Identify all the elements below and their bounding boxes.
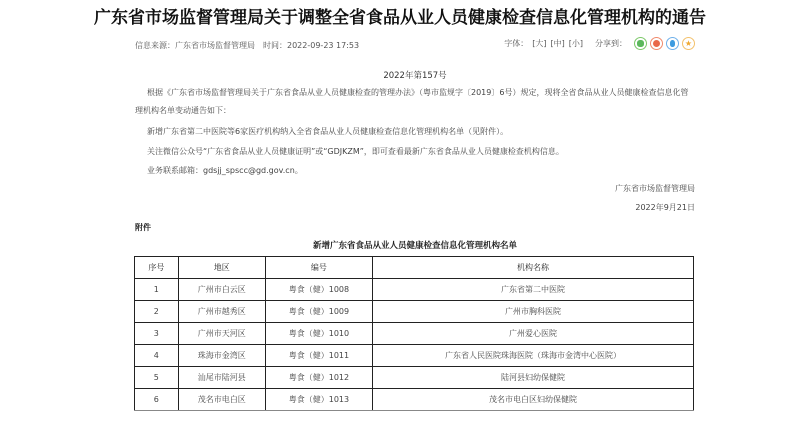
meta-tools [504,37,695,50]
cell-index: 2 [135,301,179,323]
cell-institution-name: 广东省第二中医院 [373,279,694,301]
cell-institution-name: 陆河县妇幼保健院 [373,367,694,389]
cell-code: 粤食（健）1012 [265,367,372,389]
cell-region: 珠海市金湾区 [178,345,265,367]
header-index: 序号 [135,257,179,279]
table-row [135,323,694,345]
cell-region: 广州市越秀区 [178,301,265,323]
cell-region: 广州市天河区 [178,323,265,345]
signature-date: 2022年9月21日 [635,203,695,212]
table-header-row [135,257,694,279]
qzone-icon: ★ [684,38,693,48]
paragraph-4-contact-email: 业务联系邮箱：gdsjj_spscc@gd.gov.cn。 [147,166,303,175]
time-value: 2022-09-23 17:53 [287,41,360,50]
qq-share-button[interactable] [666,37,679,50]
attachment-label: 附件 [135,223,151,232]
meta-info [135,40,359,51]
cell-code: 粤食（健）1009 [265,301,372,323]
cell-institution-name: 广东省人民医院珠海医院（珠海市金湾中心医院） [373,345,694,367]
cell-region: 广州市白云区 [178,279,265,301]
cell-index: 4 [135,345,179,367]
table-row [135,389,694,411]
document-number: 2022年第157号 [383,71,447,81]
institution-table [134,256,694,411]
share-label: 分享到： [595,39,627,48]
source-label: 信息来源： [135,41,175,50]
paragraph-3: 关注微信公众号“广东省食品从业人员健康证明”或“GDJKZM”，即可查看最新广东省食品从业人员健康检查机构信息。 [147,147,564,156]
cell-code: 粤食（健）1013 [265,389,372,411]
cell-index: 3 [135,323,179,345]
paragraph-1: 根据《广东省市场监督管理局关于广东省食品从业人员健康检查的管理办法》（粤市监规字〔2019〕6号）规定，现将全省食品从业人员健康检查信息化管理机构名单变动通告如下： [135,88,689,115]
table-title: 新增广东省食品从业人员健康检查信息化管理机构名单 [312,241,517,251]
cell-institution-name: 广州爱心医院 [373,323,694,345]
table-row [135,345,694,367]
signature-organization: 广东省市场监督管理局 [615,184,695,193]
table-row [135,367,694,389]
weibo-icon [653,40,660,47]
cell-index: 5 [135,367,179,389]
time-label: 时间： [263,41,287,50]
meta-bar [135,37,695,53]
wechat-share-button[interactable] [634,37,647,50]
cell-index: 1 [135,279,179,301]
source-value: 广东省市场监督管理局 [175,41,255,50]
cell-code: 粤食（健）1011 [265,345,372,367]
table-row [135,301,694,323]
font-size-small-button[interactable]: [小] [568,39,583,48]
qq-icon [670,40,675,47]
page-title: 广东省市场监督管理局关于调整全省食品从业人员健康检查信息化管理机构的通告 [94,8,706,28]
wechat-icon [637,40,644,47]
qzone-share-button[interactable] [682,37,695,50]
cell-region: 茂名市电白区 [178,389,265,411]
font-size-medium-button[interactable]: [中] [550,39,565,48]
cell-region: 汕尾市陆河县 [178,367,265,389]
weibo-share-button[interactable] [650,37,663,50]
header-institution-name: 机构名称 [373,257,694,279]
font-size-large-button[interactable]: [大] [532,39,547,48]
header-code: 编号 [265,257,372,279]
font-size-label: 字体： [504,39,529,48]
cell-code: 粤食（健）1008 [265,279,372,301]
paragraph-2: 新增广东省第二中医院等6家医疗机构纳入全省食品从业人员健康检查信息化管理机构名单（见附件）。 [147,127,509,136]
cell-institution-name: 茂名市电白区妇幼保健院 [373,389,694,411]
table-row [135,279,694,301]
cell-code: 粤食（健）1010 [265,323,372,345]
cell-index: 6 [135,389,179,411]
header-region: 地区 [178,257,265,279]
cell-institution-name: 广州市胸科医院 [373,301,694,323]
